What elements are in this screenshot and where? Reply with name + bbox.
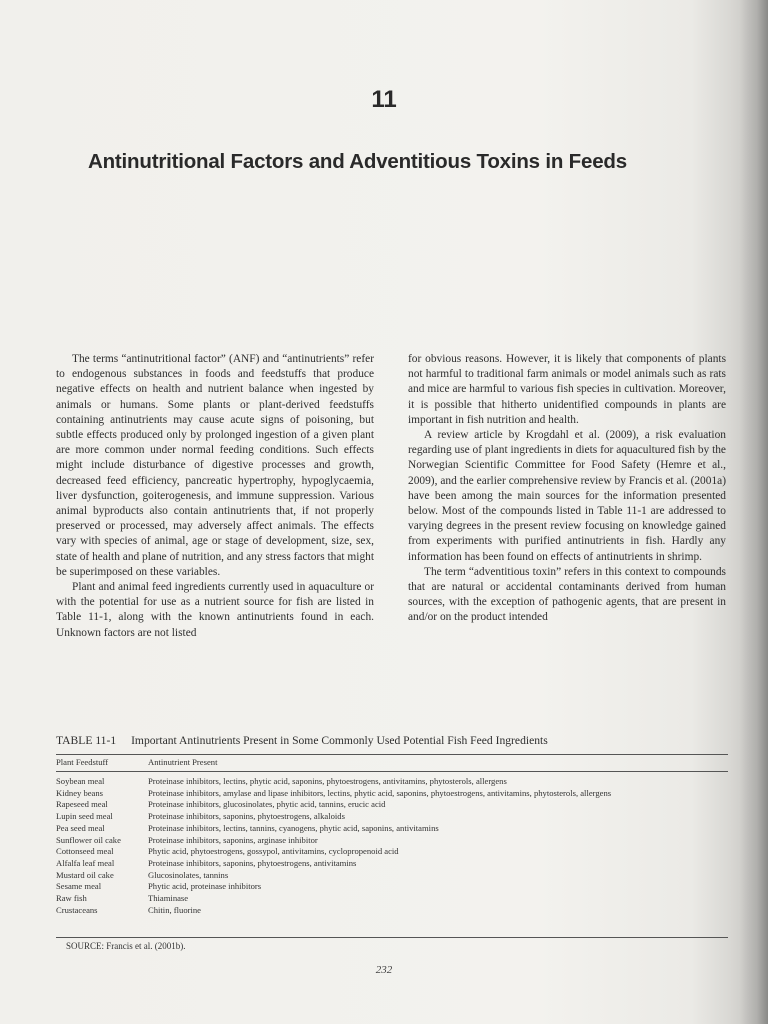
table-row	[56, 811, 736, 823]
antinutrient-cell: Thiaminase	[148, 893, 189, 904]
table-row	[56, 870, 736, 882]
paragraph: for obvious reasons. However, it is likely that components of plants not harmful to traditional farm animals or model animals such as rats and mice are harmful to various fish species in cultivation. Moreover, it is possible that hitherto unidentified compounds in plants are important in fish nutrition and health.	[408, 353, 726, 426]
antinutrient-cell: Proteinase inhibitors, saponins, phytoestrogens, antivitamins	[148, 857, 357, 868]
table-row	[56, 858, 736, 870]
feedstuff-cell: Pea seed meal	[56, 822, 105, 833]
antinutrient-cell: Proteinase inhibitors, amylase and lipase inhibitors, lectins, phytic acid, saponins, phytoestrogens, antivitamins, phytosterols, allergens	[148, 787, 612, 798]
antinutrient-cell: Phytic acid, phytoestrogens, gossypol, antivitamins, cyclopropenoid acid	[148, 846, 399, 857]
feedstuff-cell: Sunflower oil cake	[56, 834, 121, 845]
table-caption	[56, 734, 736, 747]
table-row	[56, 799, 736, 811]
antinutrient-cell: Proteinase inhibitors, saponins, phytoestrogens, alkaloids	[148, 811, 345, 822]
page-number: 232	[375, 964, 393, 976]
feedstuff-cell: Cottonseed meal	[56, 846, 114, 857]
feedstuff-cell: Raw fish	[56, 893, 87, 904]
table-top-rule	[56, 754, 728, 755]
table-row	[56, 893, 736, 905]
antinutrient-cell: Proteinase inhibitors, lectins, phytic acid, saponins, phytoestrogens, antivitamins, phytosterols, allergens	[148, 776, 507, 786]
chapter-number: 11	[371, 86, 397, 113]
table-header-cell: Antinutrient Present	[148, 757, 218, 767]
body-column-left	[56, 352, 374, 641]
feedstuff-cell: Sesame meal	[56, 881, 102, 892]
paragraph: The term “adventitious toxin” refers in this context to compounds that are natural or accidental contaminants derived from human sources, with the exception of pathogenic agents, that are present in and/or on the product intended	[408, 565, 726, 624]
table-source: SOURCE: Francis et al. (2001b).	[66, 941, 186, 951]
feedstuff-cell: Kidney beans	[56, 787, 104, 798]
table-label: TABLE 11-1	[56, 734, 117, 747]
paragraph: The terms “antinutritional factor” (ANF) and “antinutrients” refer to endogenous substances in foods and feedstuffs that produce negative effects on health and nutrient balance when ingested by animals or humans. Some plants or plant-derived feedstuffs containing antinutrients may cause acute signs of poisoning, but subtle effects produced only by prolonged ingestion of a given plant are more common under normal feeding conditions. Such effects might include disturbance of digestive processes and growth, decreased feed efficiency, pancreatic hypertrophy, hypoglycaemia, liver dysfunction, goiterogenesis, and immune suppression. Various animal byproducts also contain antinutrients that, if not properly preserved or processed, may adversely affect animals. The effects vary with species of animal, age or stage of development, size, sex, state of health and plane of nutrition, and any stress factors that might be superimposed on these variables.	[56, 353, 374, 578]
antinutrient-cell: Proteinase inhibitors, saponins, arginase inhibitor	[148, 834, 318, 845]
table-row	[56, 835, 736, 847]
table-row	[56, 881, 736, 893]
feedstuff-cell: Rapeseed meal	[56, 799, 108, 810]
table-row	[56, 776, 736, 788]
paragraph: Plant and animal feed ingredients currently used in aquaculture or with the potential for use as a nutrient source for fish are listed in Table 11-1, along with the known antinutrients found in each. Unknown factors are not listed	[56, 581, 374, 639]
antinutrient-cell: Proteinase inhibitors, glucosinolates, phytic acid, tannins, erucic acid	[148, 799, 386, 810]
chapter-title: Antinutritional Factors and Adventitious Toxins in Feeds	[88, 150, 627, 173]
table-row	[56, 846, 736, 858]
antinutrient-cell: Chitin, fluorine	[148, 904, 201, 915]
antinutrient-cell: Glucosinolates, tannins	[148, 869, 229, 880]
table-bottom-rule	[56, 937, 728, 938]
antinutrient-table	[56, 776, 736, 916]
body-column-right	[408, 352, 726, 626]
feedstuff-cell: Mustard oil cake	[56, 869, 114, 880]
antinutrient-cell: Phytic acid, proteinase inhibitors	[148, 881, 262, 892]
table-row	[56, 905, 736, 917]
table-row	[56, 788, 736, 800]
table-header-cell: Plant Feedstuff	[56, 757, 109, 767]
binding-shadow	[740, 0, 768, 1024]
table-title: Important Antinutrients Present in Some Commonly Used Potential Fish Feed Ingredients	[131, 734, 548, 747]
table-row	[56, 823, 736, 835]
table-header-rule	[56, 771, 728, 772]
feedstuff-cell: Alfalfa leaf meal	[56, 857, 115, 868]
feedstuff-cell: Crustaceans	[56, 904, 98, 915]
paragraph: A review article by Krogdahl et al. (2009), a risk evaluation regarding use of plant ingredients in diets for aquacultured fish by the Norwegian Scientific Committee for Food Safety (Hemre et al., 2009), and the earlier comprehensive review by Francis et al. (2001a) have been among the main sources for the information presented below. Most of the compounds listed in Table 11-1 are addressed to varying degrees in the present review focusing on knowledge gained from experiments with purified antinutrients in fish. Hardly any information has been found on effects of antinutrients in shrimp.	[408, 429, 726, 563]
feedstuff-cell: Lupin seed meal	[56, 811, 113, 822]
antinutrient-cell: Proteinase inhibitors, lectins, tannins, cyanogens, phytic acid, saponins, antivitamins	[148, 822, 439, 833]
feedstuff-cell: Soybean meal	[56, 776, 105, 786]
